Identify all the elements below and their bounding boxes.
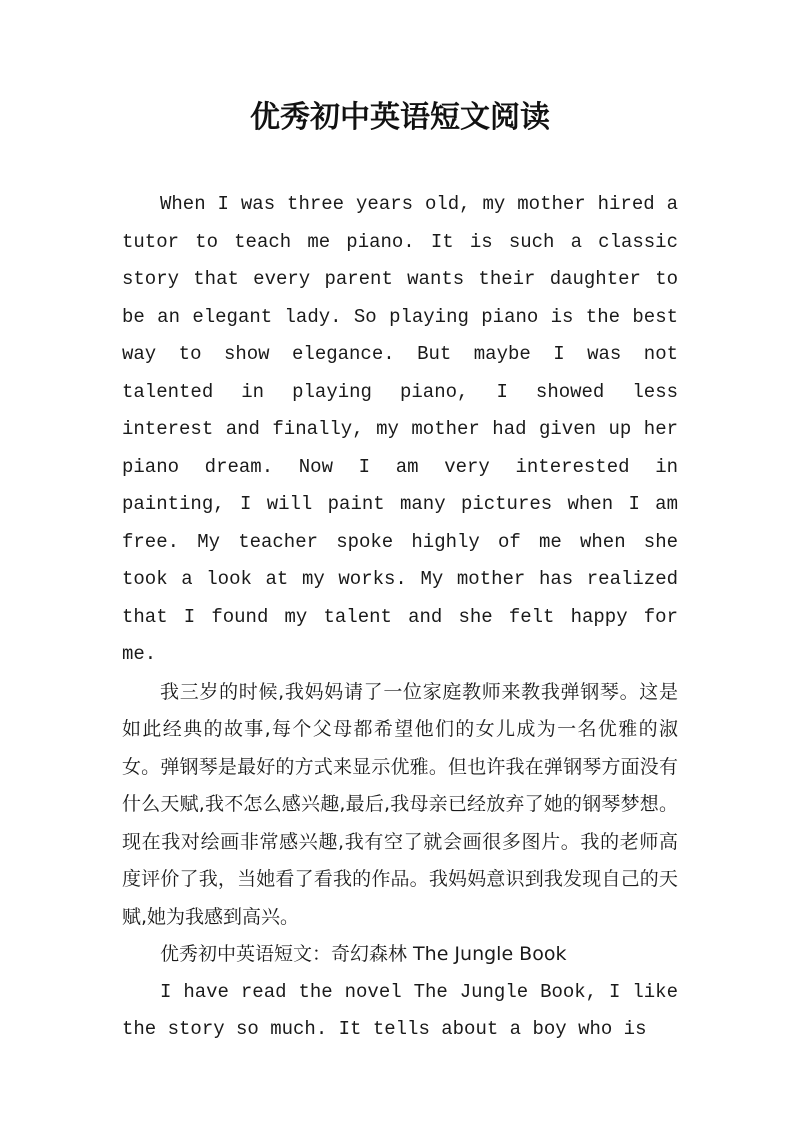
section-heading: 优秀初中英语短文：奇幻森林 The Jungle Book xyxy=(160,943,567,965)
paragraph-jungle-book: I have read the novel The Jungle Book, I like the story so much. It tells about a boy who is xyxy=(122,980,678,1040)
document-title: 优秀初中英语短文阅读 xyxy=(250,100,550,135)
paragraph-chinese-translation: 我三岁的时候,我妈妈请了一位家庭教师来教我弹钢琴。这是如此经典的故事,每个父母都希望他们的女儿成为一名优雅的淑女。弹钢琴是最好的方式来显示优雅。但也许我在弹钢琴方面没有什么天赋,我不怎么感兴趣,最后,我母亲已经放弃了她的钢琴梦想。现在我对绘画非常感兴趣,我有空了就会画很多图片。我的老师高度评价了我，当她看了看我的作品。我妈妈意识到我发现自己的天赋,她为我感到高兴。 xyxy=(122,680,678,928)
document-body xyxy=(122,186,678,1049)
paragraph-english-story: When I was three years old, my mother hired a tutor to teach me piano. It is such a classic story that every parent wants their daughter to be an elegant lady. So playing piano is the best way to show elegance. But maybe I was not talented in playing piano, I showed less interest and finally, my mother had given up her piano dream. Now I am very interested in painting, I will paint many pictures when I am free. My teacher spoke highly of me when she took a look at my works. My mother has realized that I found my talent and she felt happy for me. xyxy=(122,193,678,665)
